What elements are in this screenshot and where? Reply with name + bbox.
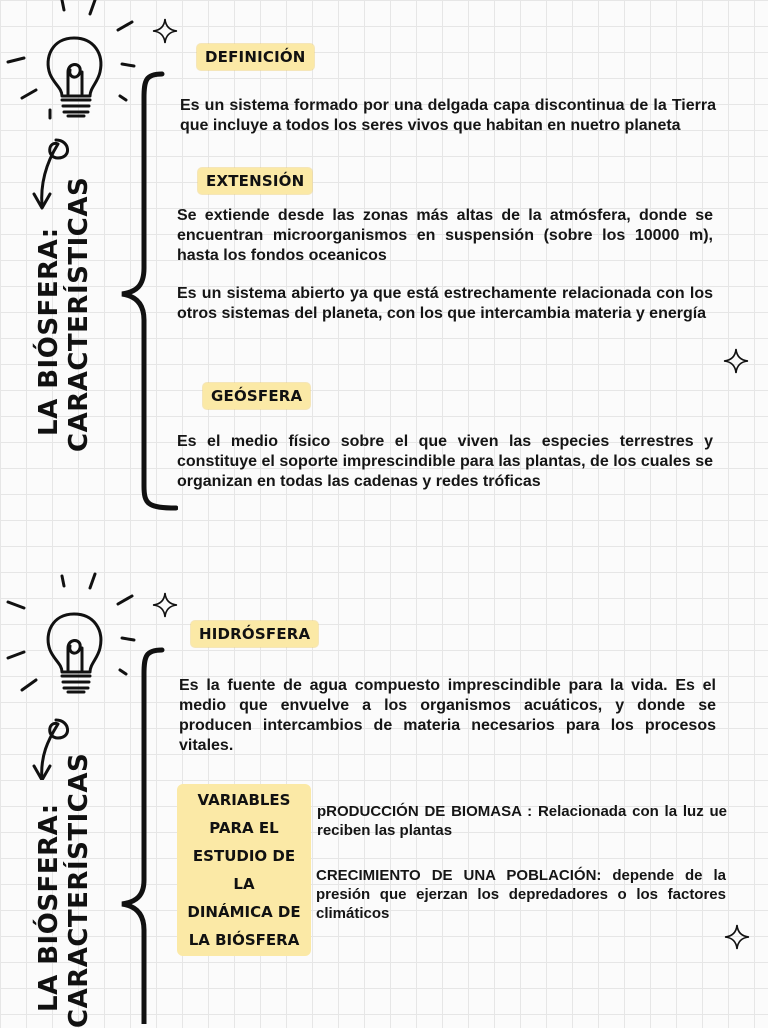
side-title-line1: LA BIÓSFERA: [34,803,64,1013]
hidrosfera-tag: HIDRÓSFERA [191,621,318,647]
sparkle-icon [152,18,178,44]
side-title-line1: LA BIÓSFERA: [34,227,64,437]
side-title [34,752,104,1028]
definicion-tag: DEFINICIÓN [197,44,314,70]
variables-tag [177,784,311,956]
sparkle-icon [152,592,178,618]
definicion-text: Es un sistema formado por una delgada capa discontinua de la Tierra que incluye a todos los seres vivos que habitan en nuetro planeta [180,97,716,134]
sparkle-icon [723,348,749,374]
biomasa-text: pRODUCCIÓN DE BIOMASA : Relacionada con la luz ue reciben las plantas [317,803,727,839]
variables-tag-line: LA BIÓSFERA [188,931,300,949]
variables-tag-line: PARA EL [209,819,279,837]
geosfera-text: Es el medio físico sobre el que viven las especies terrestres y constituye el soporte imprescindible para las plantas, de los cuales se organizan en todas las cadenas y redes tróficas [177,433,713,490]
side-title-line2: CARACTERÍSTICAS [64,176,94,452]
side-title-line2: CARACTERÍSTICAS [64,752,94,1028]
geosfera-tag: GEÓSFERA [203,383,310,409]
extension-text: Se extiende desde las zonas más altas de la atmósfera, donde se encuentran microorganismos en suspensión (sobre los 10000 m), hasta los fondos oceanicos [177,207,713,264]
variables-tag-line: ESTUDIO DE LA [192,847,296,893]
poblacion-text: CRECIMIENTO DE UNA POBLACIÓN: depende de la presión que ejerzan los depredadores o los factores climáticos [316,867,726,922]
curly-brace [118,644,178,1024]
side-title [34,176,104,452]
panel-biosfera-2 [0,560,768,1028]
sistema-abierto-text: Es un sistema abierto ya que está estrechamente relacionada con los otros sistemas del planeta, con los que intercambia materia y energía [177,285,713,322]
sparkle-icon [724,924,750,950]
variables-tag-line: DINÁMICA DE [187,903,301,921]
curly-brace [118,68,178,514]
extension-tag: EXTENSIÓN [198,168,312,194]
hidrosfera-text: Es la fuente de agua compuesto imprescindible para la vida. Es el medio que envuelve a los organismos acuáticos, y donde se producen intercambios de materia necesarios para los procesos vitales. [179,677,716,754]
variables-tag-line: VARIABLES [197,791,291,809]
